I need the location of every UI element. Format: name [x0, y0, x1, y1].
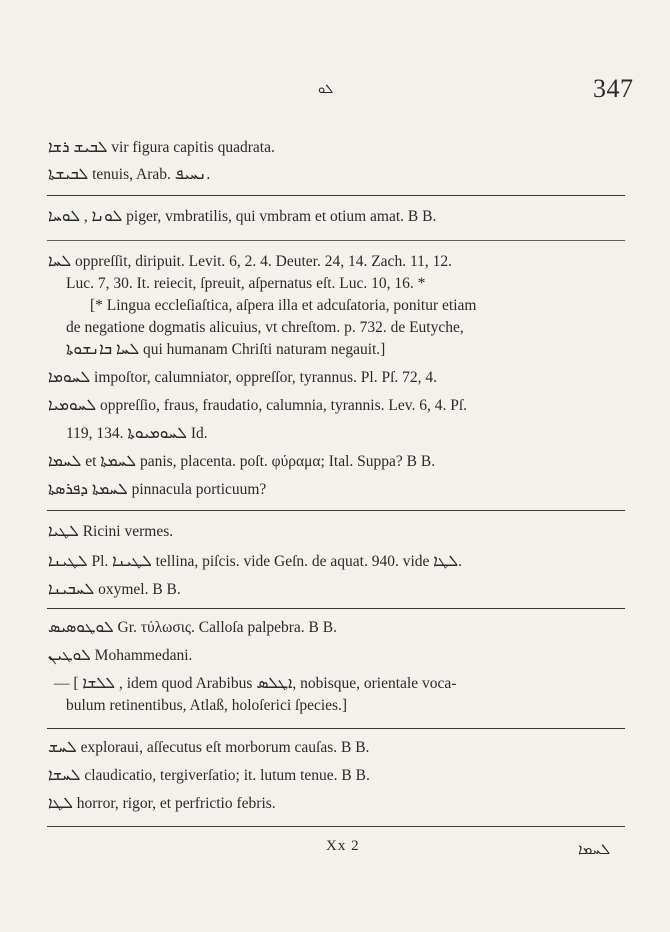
- entry-line: ܠܒܝܫܬܐ tenuis, Arab. ܢܚܝܦ.: [48, 166, 211, 183]
- entry-line: ܠܚܡܐ et ܠܚܡܬܐ panis, placenta. poſt. φύραμα; Ital. Suppa? B B.: [48, 453, 436, 470]
- entry-line: — [ ܠܠܫܐ , idem quod Arabibus ܐܛܠܣ, nobisque, orientale voca-: [54, 675, 457, 692]
- section-rule: [47, 608, 625, 609]
- entry-line: ܠܛܝܐ Ricini vermes.: [48, 523, 174, 540]
- section-rule: [47, 510, 625, 511]
- running-head: ܠܘ: [318, 82, 334, 97]
- entry-line: ܠܘܛܘܣܝܣ Gr. τύλωσις. Calloſa palpebra. B B.: [48, 619, 337, 636]
- entry-line: ܠܘܢܐ , ܠܘܚܐ piger, vmbratilis, qui vmbram et otium amat. B B.: [48, 208, 437, 225]
- section-rule: [47, 240, 625, 241]
- entry-line: ܠܚܘܡܝܐ oppreſſio, fraus, fraudatio, calumnia, tyrannis. Lev. 6, 4. Pſ.: [48, 397, 468, 414]
- section-rule: [47, 195, 625, 196]
- entry-line: ܠܛܝܢܐ Pl. ܠܛܝܢܐ tellina, piſcis. vide Geſn. de aquat. 940. vide ܠܛܐ.: [48, 553, 463, 570]
- entry-line: ܠܘܛܝܢ Mohammedani.: [48, 647, 193, 664]
- signature-mark: Xx 2: [326, 838, 360, 854]
- entry-line: ܠܚܫ exploraui, aſſecutus eſt morborum cauſas. B B.: [48, 739, 370, 756]
- entry-line: ܠܚܒܝܢܐ oxymel. B B.: [48, 581, 181, 598]
- section-rule: [47, 728, 625, 729]
- note-line: de negatione dogmatis alicuius, vt chreſtom. p. 732. de Eutyche,: [66, 319, 464, 336]
- entry-line: Luc. 7, 30. It. reiecit, ſpreuit, aſpernatus eſt. Luc. 10, 16. *: [66, 275, 426, 292]
- entry-line: bulum retinentibus, Atlaß, holoſerici ſpecies.]: [66, 697, 348, 714]
- entry-line: ܠܚܘܡܐ impoſtor, calumniator, oppreſſor, tyrannus. Pl. Pſ. 72, 4.: [48, 369, 438, 386]
- section-rule: [47, 826, 625, 827]
- entry-line: ܠܒܝܫ ܪܫܐ vir figura capitis quadrata.: [48, 139, 275, 156]
- note-line: [* Lingua eccleſiaſtica, aſpera illa et adcuſatoria, ponitur etiam: [90, 297, 477, 314]
- catchword: ܠܚܡܐ: [578, 840, 611, 858]
- page-number: 347: [593, 74, 634, 103]
- entry-line: ܠܚܐ oppreſſit, diripuit. Levit. 6, 2. 4. Deuter. 24, 14. Zach. 11, 12.: [48, 253, 452, 270]
- entry-line: 119, 134. ܠܚܘܡܝܘܬܐ Id.: [66, 425, 208, 442]
- entry-line: ܠܚܡܬܐ ܕܦܪܣܬܐ pinnacula porticuum?: [48, 481, 267, 498]
- entry-line: ܠܚܫܐ claudicatio, tergiverſatio; it. lutum tenue. B B.: [48, 767, 370, 784]
- entry-line: ܠܛܐ horror, rigor, et perfrictio febris.: [48, 795, 276, 812]
- note-line: ܠܚܐ ܒܐܢܫܘܬܐ qui humanam Chriſti naturam negauit.]: [66, 341, 386, 358]
